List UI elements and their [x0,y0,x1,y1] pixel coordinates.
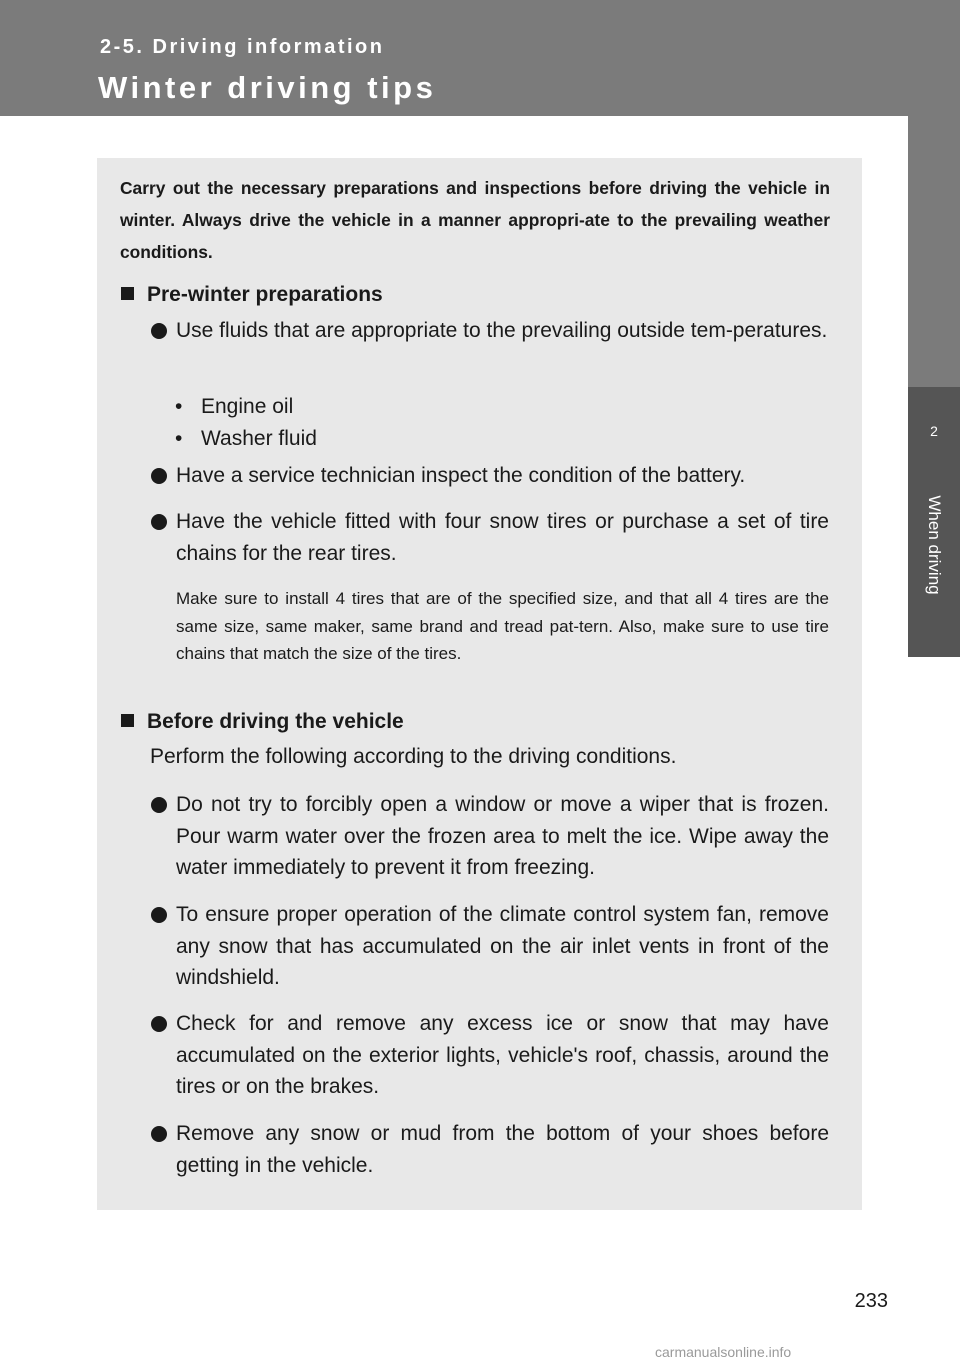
heading-pre-winter [121,283,383,307]
bullet-text: Remove any snow or mud from the bottom of your shoes before getting in the vehicle. [176,1122,829,1177]
tire-note: Make sure to install 4 tires that are of the specified size, and that all 4 tires are the same size, same maker, same brand and tread pat-tern. Also, make sure to use tire chains that match the size of the tires. [176,589,829,663]
bullet-shoes [151,1118,829,1181]
bullet-text: Have a service technician inspect the condition of the battery. [176,464,746,487]
heading-text: Pre-winter preparations [147,283,383,306]
list-item-text: Engine oil [201,395,294,418]
bullet-battery [151,460,829,492]
bullet-text: Use fluids that are appropriate to the prevailing outside tem-peratures. [176,319,828,342]
bullet-dot-icon [151,514,167,530]
bullet-ice [151,1008,829,1103]
bullet-text: Check for and remove any excess ice or snow that may have accumulated on the exterior lights, vehicle's roof, chassis, around the tires or on the brakes. [176,1012,829,1098]
content-box [97,158,862,1210]
bullet-dot-icon [151,1016,167,1032]
page-number: 233 [854,1290,888,1312]
list-item-text: Washer fluid [201,427,317,450]
heading-before-driving [121,710,404,734]
bullet-fluids [151,315,829,347]
page-header [0,0,960,116]
chapter-label: When driving [925,495,944,595]
bullet-frozen [151,789,829,884]
page-title: Winter driving tips [98,70,437,105]
bullet-dot-icon [151,1126,167,1142]
square-bullet-icon [121,714,134,727]
bullet-dot-icon [151,323,167,339]
side-tab-top [908,116,960,387]
watermark: carmanualsonline.info [655,1344,792,1360]
bullet-dot-icon [151,797,167,813]
bullet-tires [151,506,829,569]
chapter-number: 2 [930,423,938,439]
intro-text: Carry out the necessary preparations and inspections before driving the vehicle in winter. Always drive the vehicle in a manner appropri-ate to the prevailing weather conditions. [120,178,830,262]
bullet-dot-icon [151,907,167,923]
square-bullet-icon [121,287,134,300]
bullet-text: Have the vehicle fitted with four snow tires or purchase a set of tire chains for the rear tires. [176,510,829,565]
before-driving-paragraph: Perform the following according to the driving conditions. [150,745,677,768]
heading-text: Before driving the vehicle [147,710,404,733]
list-item: • Engine oil [175,395,294,418]
list-item: • Washer fluid [175,427,317,450]
chapter-tab [908,387,960,657]
bullet-climate [151,899,829,994]
bullet-text: To ensure proper operation of the climate control system fan, remove any snow that has accumulated on the air inlet vents in front of the windshield. [176,903,829,989]
bullet-dot-icon [151,468,167,484]
bullet-text: Do not try to forcibly open a window or move a wiper that is frozen. Pour warm water over the frozen area to melt the ice. Wipe away the water immediately to prevent it from freezing. [176,793,829,879]
section-label: 2-5. Driving information [100,36,385,58]
